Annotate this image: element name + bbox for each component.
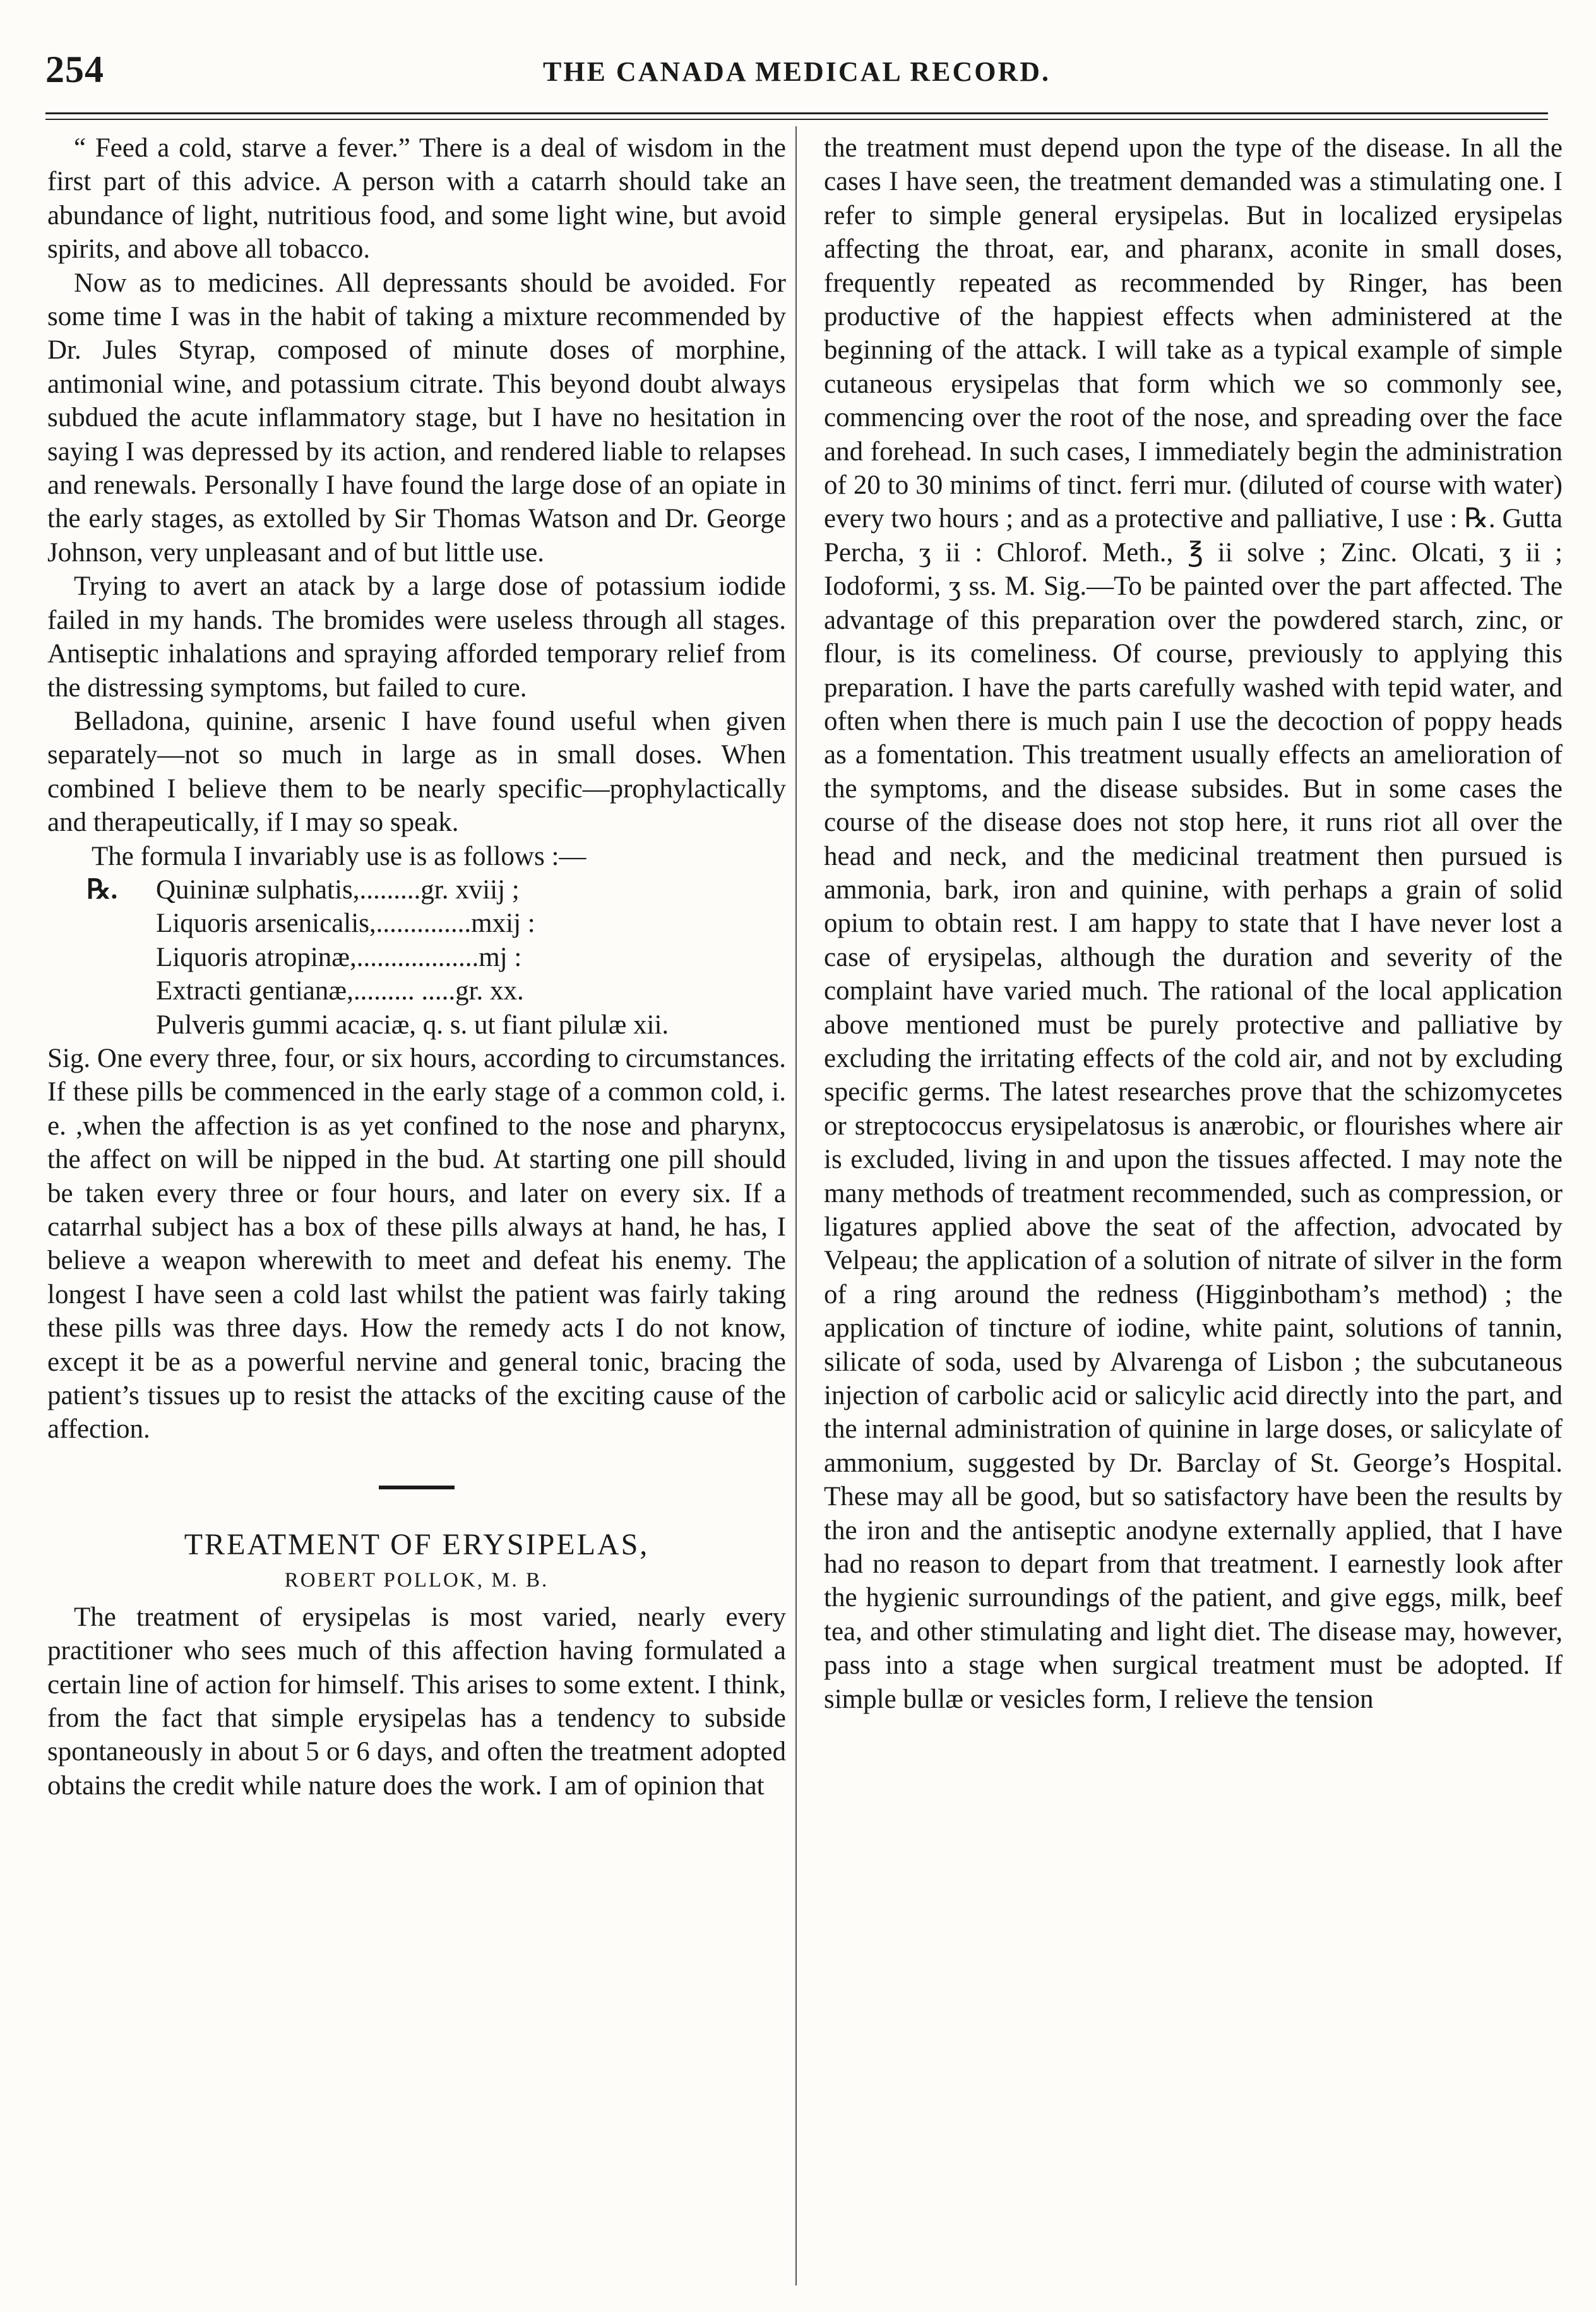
formula-line (47, 1008, 786, 1042)
paragraph: Belladona, quinine, arsenic I have found useful when given separately—not so much in large as in small doses. When combined I believe them to be nearly specific—prophylactically and therapeutically, if I may so speak. (47, 706, 786, 838)
paragraph: The treatment of erysipelas is most varied, nearly every practitioner who sees much of this affection having formulated a certain line of action for himself. This arises to some extent. I think, from the fact that simple erysipelas has a tendency to subside spontaneously in about 5 or 6 days, and often the treatment adopted obtains the credit while nature does the work. I am of opinion that (47, 1602, 786, 1801)
formula-line (47, 974, 786, 1008)
paragraph: Now as to medicines. All depressants should be avoided. For some time I was in the habit of taking a mixture recommended by Dr. Jules Styrap, composed of minute doses of morphine, antimonial wine, and potassium citrate. This beyond doubt always subdued the acute inflammatory stage, but I have no hesitation in saying I was depressed by its action, and rendered liable to relapses and renewals. Personally I have found the large dose of an opiate in the early stages, as extolled by Sir Thomas Watson and Dr. George Johnson, very unpleasant and of but little use. (47, 268, 786, 568)
formula-ingredient: Pulveris gummi acaciæ, q. s. ut fiant pilulæ xii. (156, 1010, 669, 1040)
formula-ingredient: Liquoris arsenicalis,..............mxij : (156, 909, 535, 939)
paragraph: the treatment must depend upon the type of the disease. In all the cases I have seen, the treatment demanded was a stimulating one. I refer to simple general erysipelas. But in localized erysipelas affecting the throat, ear, and pharanx, aconite in small doses, frequently repeated as recommended by Ringer, has been productive of the happiest effects when administered at the beginning of the attack. I will take as a typical example of simple cutaneous erysipelas that form which we so commonly see, commencing over the root of the nose, and spreading over the face and forehead. In such cases, I immediately begin the administration of 20 to 30 minims of tinct. ferri mur. (diluted of course with water) every two hours ; and as a protective and palliative, I use : ℞. Gutta Percha, ʒ ii : Chlorof. Meth., ℥ ii solve ; Zinc. Olcati, ʒ ii ; Iodoformi, ʒ ss. M. Sig.—To be painted over the part affected. The advantage of this preparation over the powdered starch, zinc, or flour, is its comeliness. Of course, previously to applying this preparation. I have the parts carefully washed with tepid water, and often when there is much pain I use the decoction of poppy heads as a fomentation. This treatment usually effects an amelioration of the symptoms, and the disease subsides. But in some cases the course of the disease does not stop here, it runs riot all over the head and neck, and the medicinal treatment then pursued is ammonia, bark, iron and quinine, with perhaps a grain of solid opium to obtain rest. I am happy to state that I have never lost a case of erysipelas, although the duration and severity of the complaint have varied much. The rational of the local application above mentioned must be purely protective and palliative by excluding the irritating effects of the cold air, and not by excluding specific germs. The latest researches prove that the schizomycetes or streptococcus erysipelatosus is anærobic, or flourishes where air is excluded, living in and upon the tissues affected. I may note the many methods of treatment recommended, such as compression, or ligatures applied above the seat of the affection, advocated by Velpeau; the application of a solution of nitrate of silver in the form of a ring around the redness (Higginbotham’s method) ; the application of tincture of iodine, white paint, solutions of tannin, silicate of soda, used by Alvarenga of Lisbon ; the subcutaneous injection of carbolic acid or salicylic acid directly into the part, and the internal administration of quinine in large doses, or salicylate of ammonium, suggested by Dr. Barclay of St. George’s Hospital. These may all be good, but so satisfactory have been the results by the iron and the antiseptic anodyne externally applied, that I have had no reason to depart from that treatment. I earnestly look after the hygienic surroundings of the patient, and give eggs, milk, beef tea, and other stimulating and light diet. The disease may, however, pass into a stage when surgical treatment must be adopted. If simple bullæ or vesicles form, I relieve the tension (824, 133, 1563, 1714)
paragraph: “ Feed a cold, starve a fever.” There is a deal of wisdom in the first part of this advice. A person with a catarrh should take an abundance of light, nutritious food, and some light wine, but avoid spirits, and above all tobacco. (47, 133, 786, 265)
formula-line (47, 907, 786, 940)
page-header (45, 37, 1548, 106)
running-title: THE CANADA MEDICAL RECORD. (542, 56, 1051, 87)
formula-ingredient: Extracti gentianæ,......... .....gr. xx. (156, 976, 524, 1006)
header-rule-bottom (45, 119, 1548, 120)
paragraph: Trying to avert an atack by a large dose of potassium iodide failed in my hands. The bromides were useless through all stages. Antiseptic inhalations and spraying afforded temporary relief from the distressing symptoms, but failed to cure. (47, 571, 786, 703)
article-separator (379, 1486, 455, 1489)
formula-ingredient: Quininæ sulphatis,.........gr. xviij ; (156, 874, 520, 905)
article-title: TREATMENT OF ERYSIPELAS, (184, 1527, 650, 1561)
article-author: ROBERT POLLOK, M. B. (284, 1568, 549, 1592)
right-column (824, 131, 1563, 2278)
page-number: 254 (45, 49, 104, 90)
recipe-symbol: ℞. (86, 874, 118, 905)
formula-intro: The formula I invariably use is as follows :— (92, 841, 587, 871)
header-rule-top (45, 112, 1548, 114)
left-column (47, 131, 786, 2278)
paragraph: Sig. One every three, four, or six hours, according to circumstances. If these pills be commenced in the early stage of a common cold, i. e. ,when the affection is as yet confined to the nose and pharynx, the affect on will be nipped in the bud. At starting one pill should be taken every three or four hours, and later on every six. If a catarrhal subject has a box of these pills always at hand, he has, I believe a weapon wherewith to meet and defeat his enemy. The longest I have seen a cold last whilst the patient was fairly taking these pills was three days. How the remedy acts I do not know, except it be as a powerful nervine and general tonic, bracing the patient’s tissues up to resist the attacks of the exciting cause of the affection. (47, 1043, 786, 1445)
formula-line (47, 873, 786, 907)
formula-ingredient: Liquoris atropinæ,..................mj : (156, 942, 522, 972)
prescription-formula (47, 873, 786, 1042)
column-divider (795, 126, 797, 2285)
formula-line (47, 941, 786, 974)
